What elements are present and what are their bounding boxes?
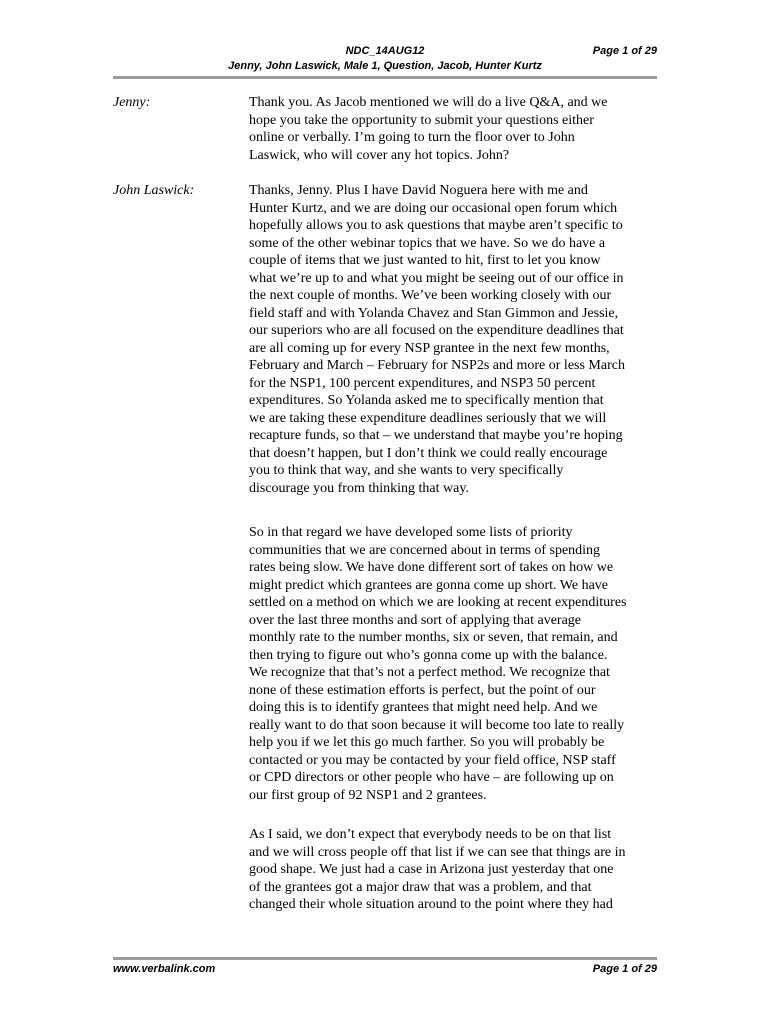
text-line: some of the other webinar topics that we have. So we do have a	[249, 235, 606, 251]
text-line: good shape. We just had a case in Arizona just yesterday that one	[249, 862, 614, 877]
text-line: Thanks, Jenny. Plus I have David Noguera here with me and	[249, 183, 588, 198]
text-line: then trying to figure out who’s gonna come up with the balance.	[249, 647, 608, 663]
text-line: communities that we are concerned about in terms of spending	[249, 542, 601, 558]
text-line: rates being slow. We have done different sort of takes on how we	[249, 560, 614, 575]
speaker-label-john-laswick: John Laswick:	[113, 183, 195, 198]
text-line: the next couple of months. We’ve been working closely with our	[249, 288, 612, 303]
transcript-paragraph-1	[249, 94, 669, 164]
text-line: Hunter Kurtz, and we are doing our occasional open forum which	[249, 200, 618, 216]
header-page-number: Page 1 of 29	[592, 45, 657, 57]
text-line: online or verbally. I’m going to turn the floor over to John	[249, 130, 575, 145]
transcript-paragraph-2	[249, 182, 669, 497]
text-line: over the last three months and sort of applying that average	[249, 612, 582, 628]
text-line: field staff and with Yolanda Chavez and Stan Gimmon and Jessie,	[249, 305, 619, 321]
text-line: February and March – February for NSP2s and more or less March	[249, 358, 625, 373]
text-line: expenditures. So Yolanda asked me to specifically mention that	[249, 393, 604, 408]
text-line: recapture funds, so that – we understand that maybe you’re hoping	[249, 428, 623, 443]
text-line: and we will cross people off that list if we can see that things are in	[249, 844, 626, 860]
text-line: of the grantees got a major draw that was a problem, and that	[249, 879, 592, 895]
text-line: none of these estimation efforts is perfect, but the point of our	[249, 682, 596, 698]
document-code: NDC_14AUG12	[345, 45, 425, 57]
text-line: are all coming up for every NSP grantee in the next few months,	[249, 340, 610, 356]
text-line: monthly rate to the number months, six or seven, that remain, and	[249, 630, 618, 645]
text-line: you to think that way, and she wants to very specifically	[249, 463, 564, 478]
footer-page-number: Page 1 of 29	[592, 963, 657, 975]
text-line: hope you take the opportunity to submit your questions either	[249, 112, 594, 128]
text-line: As I said, we don’t expect that everybody needs to be on that list	[249, 827, 612, 842]
text-line: help you if we let this go much farther. So you will probably be	[249, 735, 605, 750]
text-line: We recognize that that’s not a perfect method. We recognize that	[249, 665, 610, 680]
text-line: contacted or you may be contacted by your field office, NSP staff	[249, 752, 616, 768]
text-line: settled on a method on which we are looking at recent expenditures	[249, 595, 627, 610]
text-line: couple of items that we just wanted to hit, first to let you know	[249, 253, 601, 268]
text-line: So in that regard we have developed some lists of priority	[249, 525, 573, 540]
text-line: our superiors who are all focused on the expenditure deadlines that	[249, 323, 624, 338]
text-line: we are taking these expenditure deadlines seriously that we will	[249, 410, 607, 426]
text-line: for the NSP1, 100 percent expenditures, and NSP3 50 percent	[249, 375, 596, 391]
text-line: changed their whole situation around to the point where they had	[249, 897, 613, 912]
text-line: Thank you. As Jacob mentioned we will do a live Q&A, and we	[249, 95, 608, 110]
text-line: doing this is to identify grantees that might need help. And we	[249, 700, 598, 715]
speaker-label-jenny: Jenny:	[113, 95, 151, 110]
text-line: hopefully allows you to ask questions that maybe aren’t specific to	[249, 218, 623, 233]
header-divider	[113, 76, 657, 79]
transcript-paragraph-3	[249, 524, 669, 804]
transcript-paragraph-4	[249, 826, 669, 914]
text-line: Laswick, who will cover any hot topics. John?	[249, 147, 510, 163]
text-line: really want to do that soon because it will become too late to really	[249, 717, 625, 733]
text-line: what we’re up to and what you might be seeing out of our office in	[249, 270, 624, 286]
footer-website: www.verbalink.com	[113, 963, 216, 975]
header-speakers: Jenny, John Laswick, Male 1, Question, Jacob, Hunter Kurtz	[228, 60, 542, 72]
text-line: might predict which grantees are gonna come up short. We have	[249, 577, 608, 593]
text-line: that doesn’t happen, but I don’t think we could really encourage	[249, 445, 608, 461]
footer-divider	[113, 957, 657, 960]
text-line: or CPD directors or other people who have – are following up on	[249, 770, 614, 785]
text-line: discourage you from thinking that way.	[249, 480, 469, 496]
text-line: our first group of 92 NSP1 and 2 grantees.	[249, 787, 487, 803]
